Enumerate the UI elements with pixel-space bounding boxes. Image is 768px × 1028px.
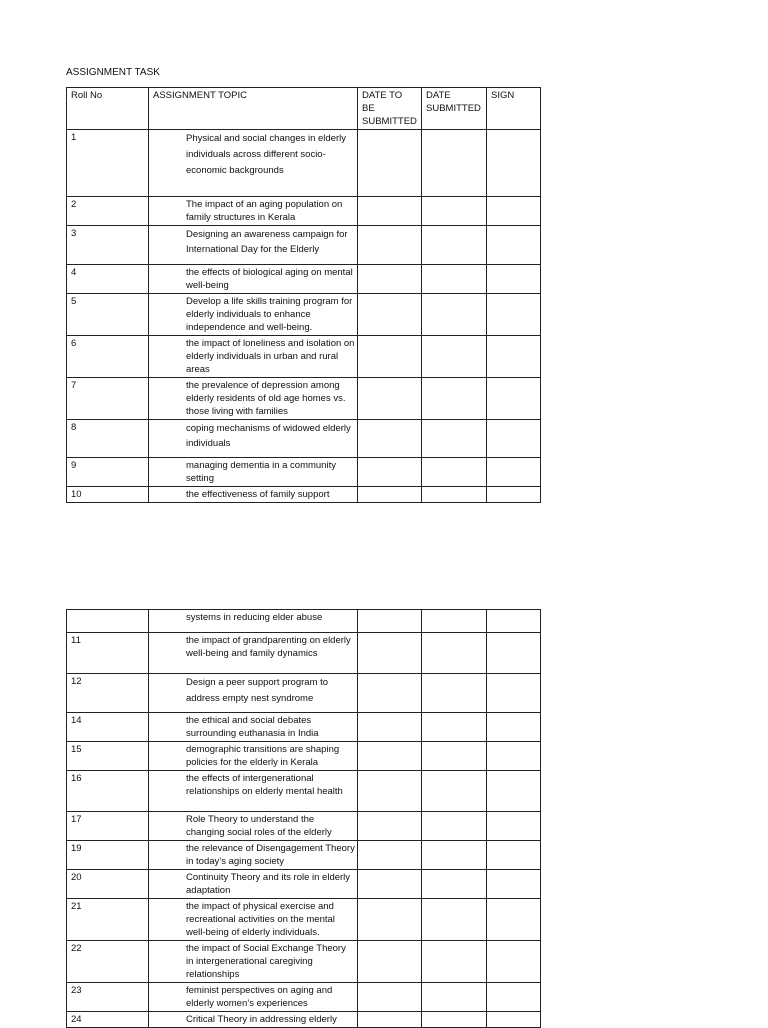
sign-cell [487, 841, 541, 870]
sign-cell [487, 674, 541, 713]
sign-cell [487, 487, 541, 503]
date-submitted-cell [422, 336, 487, 378]
table-row [67, 610, 541, 633]
roll-no-cell: 9 [67, 458, 149, 487]
assignment-table-1 [66, 87, 541, 503]
date-submitted-cell [422, 420, 487, 458]
sign-cell [487, 899, 541, 941]
table-row [67, 487, 541, 503]
sign-cell [487, 130, 541, 197]
roll-no-cell: 23 [67, 983, 149, 1012]
table-row [67, 674, 541, 713]
sign-cell [487, 197, 541, 226]
roll-no-cell: 12 [67, 674, 149, 713]
date-submitted-cell [422, 899, 487, 941]
date-submitted-cell [422, 610, 487, 633]
table-row [67, 841, 541, 870]
date-submitted-cell [422, 633, 487, 674]
roll-no-cell: 6 [67, 336, 149, 378]
date-submitted-cell [422, 458, 487, 487]
table-row [67, 226, 541, 265]
roll-no-cell: 7 [67, 378, 149, 420]
topic-cell: the relevance of Disengagement Theory in today’s aging society [149, 841, 358, 870]
date-to-be-submitted-cell [358, 812, 422, 841]
roll-no-cell: 15 [67, 742, 149, 771]
header-roll-no: Roll No [67, 88, 149, 130]
date-submitted-cell [422, 226, 487, 265]
sign-cell [487, 265, 541, 294]
date-submitted-cell [422, 742, 487, 771]
sign-cell [487, 983, 541, 1012]
sign-cell [487, 633, 541, 674]
date-to-be-submitted-cell [358, 899, 422, 941]
date-submitted-cell [422, 294, 487, 336]
table-row [67, 197, 541, 226]
topic-cell: the effects of intergenerational relationships on elderly mental health [149, 771, 358, 812]
topic-cell: feminist perspectives on aging and elderly women’s experiences [149, 983, 358, 1012]
topic-cell: systems in reducing elder abuse [149, 610, 358, 633]
table-row [67, 941, 541, 983]
sign-cell [487, 458, 541, 487]
assignment-table-2 [66, 609, 541, 1028]
date-to-be-submitted-cell [358, 378, 422, 420]
topic-cell: Continuity Theory and its role in elderly adaptation [149, 870, 358, 899]
roll-no-cell: 2 [67, 197, 149, 226]
topic-cell: Design a peer support program to address empty nest syndrome [149, 674, 358, 713]
date-submitted-cell [422, 197, 487, 226]
table-row [67, 713, 541, 742]
sign-cell [487, 378, 541, 420]
sign-cell [487, 226, 541, 265]
date-to-be-submitted-cell [358, 1012, 422, 1028]
date-to-be-submitted-cell [358, 458, 422, 487]
topic-cell: the impact of grandparenting on elderly well-being and family dynamics [149, 633, 358, 674]
date-submitted-cell [422, 812, 487, 841]
roll-no-cell: 24 [67, 1012, 149, 1028]
date-to-be-submitted-cell [358, 633, 422, 674]
table-row [67, 771, 541, 812]
date-to-be-submitted-cell [358, 265, 422, 294]
table-row [67, 633, 541, 674]
topic-cell: The impact of an aging population on family structures in Kerala [149, 197, 358, 226]
date-submitted-cell [422, 771, 487, 812]
table-row [67, 265, 541, 294]
roll-no-cell: 20 [67, 870, 149, 899]
table-row [67, 1012, 541, 1028]
date-to-be-submitted-cell [358, 226, 422, 265]
topic-cell: Develop a life skills training program for elderly individuals to enhance independence and well-being. [149, 294, 358, 336]
table-row [67, 899, 541, 941]
topic-cell: demographic transitions are shaping policies for the elderly in Kerala [149, 742, 358, 771]
date-to-be-submitted-cell [358, 870, 422, 899]
table-row [67, 742, 541, 771]
topic-cell: the impact of Social Exchange Theory in intergenerational caregiving relationships [149, 941, 358, 983]
roll-no-cell: 19 [67, 841, 149, 870]
date-to-be-submitted-cell [358, 674, 422, 713]
date-to-be-submitted-cell [358, 420, 422, 458]
header-assignment-topic: ASSIGNMENT TOPIC [149, 88, 358, 130]
sign-cell [487, 812, 541, 841]
roll-no-cell: 1 [67, 130, 149, 197]
roll-no-cell: 16 [67, 771, 149, 812]
topic-cell: coping mechanisms of widowed elderly individuals [149, 420, 358, 458]
sign-cell [487, 610, 541, 633]
date-submitted-cell [422, 378, 487, 420]
date-to-be-submitted-cell [358, 130, 422, 197]
topic-cell: the impact of loneliness and isolation on elderly individuals in urban and rural areas [149, 336, 358, 378]
topic-cell: Role Theory to understand the changing social roles of the elderly [149, 812, 358, 841]
table-row [67, 458, 541, 487]
roll-no-cell: 5 [67, 294, 149, 336]
date-to-be-submitted-cell [358, 713, 422, 742]
sign-cell [487, 420, 541, 458]
roll-no-cell: 21 [67, 899, 149, 941]
sign-cell [487, 941, 541, 983]
table-row [67, 378, 541, 420]
roll-no-cell: 3 [67, 226, 149, 265]
table-row [67, 870, 541, 899]
sign-cell [487, 742, 541, 771]
date-submitted-cell [422, 1012, 487, 1028]
date-submitted-cell [422, 713, 487, 742]
date-submitted-cell [422, 130, 487, 197]
roll-no-cell: 8 [67, 420, 149, 458]
roll-no-cell [67, 610, 149, 633]
date-submitted-cell [422, 487, 487, 503]
roll-no-cell: 22 [67, 941, 149, 983]
topic-cell: Designing an awareness campaign for International Day for the Elderly [149, 226, 358, 265]
sign-cell [487, 294, 541, 336]
date-to-be-submitted-cell [358, 487, 422, 503]
date-submitted-cell [422, 841, 487, 870]
roll-no-cell: 4 [67, 265, 149, 294]
table-row [67, 336, 541, 378]
table-row [67, 294, 541, 336]
topic-cell: the effectiveness of family support [149, 487, 358, 503]
date-to-be-submitted-cell [358, 336, 422, 378]
date-submitted-cell [422, 870, 487, 899]
date-to-be-submitted-cell [358, 983, 422, 1012]
sign-cell [487, 336, 541, 378]
topic-cell: the prevalence of depression among elderly residents of old age homes vs. those living with families [149, 378, 358, 420]
date-submitted-cell [422, 674, 487, 713]
date-submitted-cell [422, 265, 487, 294]
roll-no-cell: 10 [67, 487, 149, 503]
topic-cell: Critical Theory in addressing elderly [149, 1012, 358, 1028]
date-submitted-cell [422, 941, 487, 983]
topic-cell: managing dementia in a community setting [149, 458, 358, 487]
topic-cell: the ethical and social debates surrounding euthanasia in India [149, 713, 358, 742]
date-to-be-submitted-cell [358, 742, 422, 771]
date-to-be-submitted-cell [358, 841, 422, 870]
document-title: ASSIGNMENT TASK [66, 67, 160, 78]
table-row [67, 130, 541, 197]
table-row [67, 983, 541, 1012]
header-sign: SIGN [487, 88, 541, 130]
date-to-be-submitted-cell [358, 771, 422, 812]
sign-cell [487, 771, 541, 812]
roll-no-cell: 17 [67, 812, 149, 841]
header-date-submitted: DATE SUBMITTED [422, 88, 487, 130]
sign-cell [487, 1012, 541, 1028]
date-to-be-submitted-cell [358, 197, 422, 226]
roll-no-cell: 11 [67, 633, 149, 674]
date-to-be-submitted-cell [358, 610, 422, 633]
table-row [67, 812, 541, 841]
topic-cell: the impact of physical exercise and recreational activities on the mental well-being of elderly individuals. [149, 899, 358, 941]
date-to-be-submitted-cell [358, 941, 422, 983]
date-submitted-cell [422, 983, 487, 1012]
sign-cell [487, 870, 541, 899]
table-header-row [67, 88, 541, 130]
roll-no-cell: 14 [67, 713, 149, 742]
date-to-be-submitted-cell [358, 294, 422, 336]
sign-cell [487, 713, 541, 742]
topic-cell: Physical and social changes in elderly individuals across different socio-economic backgrounds [149, 130, 358, 197]
header-date-to-be-submitted: DATE TO BE SUBMITTED [358, 88, 422, 130]
table-row [67, 420, 541, 458]
topic-cell: the effects of biological aging on mental well-being [149, 265, 358, 294]
